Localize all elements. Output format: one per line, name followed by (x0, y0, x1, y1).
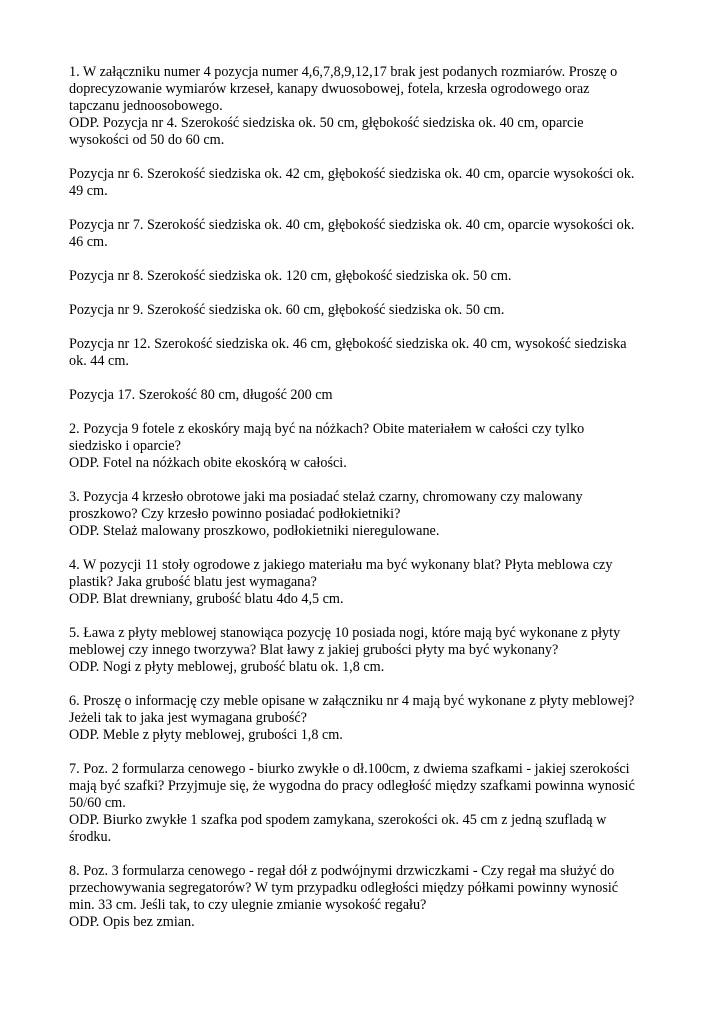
text-line: ok. 44 cm. (69, 353, 129, 369)
paragraph (69, 217, 659, 251)
text-line: 46 cm. (69, 234, 108, 250)
text-line: środku. (69, 829, 112, 845)
text-line: ODP. Pozycja nr 4. Szerokość siedziska ok. 50 cm, głębokość siedziska ok. 40 cm, oparcie (69, 115, 584, 131)
text-line: ODP. Opis bez zmian. (69, 914, 195, 930)
paragraph (69, 625, 659, 676)
paragraph (69, 336, 659, 370)
text-line: 6. Proszę o informację czy meble opisane w załączniku nr 4 mają być wykonane z płyty meblowej? (69, 693, 635, 709)
text-line: doprecyzowanie wymiarów krzeseł, kanapy dwuosobowej, fotela, krzesła ogrodowego oraz (69, 81, 590, 97)
paragraph (69, 64, 659, 149)
text-line: Pozycja nr 8. Szerokość siedziska ok. 120 cm, głębokość siedziska ok. 50 cm. (69, 268, 512, 284)
paragraph (69, 693, 659, 744)
text-line: 5. Ława z płyty meblowej stanowiąca pozycję 10 posiada nogi, które mają być wykonane z płyty (69, 625, 621, 641)
text-line: siedzisko i oparcie? (69, 438, 181, 454)
text-line: tapczanu jednoosobowego. (69, 98, 223, 114)
text-line: 7. Poz. 2 formularza cenowego - biurko zwykłe o dł.100cm, z dwiema szafkami - jakiej szerokości (69, 761, 630, 777)
text-line: ODP. Stelaż malowany proszkowo, podłokietniki nieregulowane. (69, 523, 440, 539)
text-line: Pozycja nr 6. Szerokość siedziska ok. 42 cm, głębokość siedziska ok. 40 cm, oparcie wysokości ok. (69, 166, 635, 182)
text-line: 3. Pozycja 4 krzesło obrotowe jaki ma posiadać stelaż czarny, chromowany czy malowany (69, 489, 583, 505)
paragraph (69, 387, 659, 404)
text-line: mają być szafki? Przyjmuje się, że wygodna do pracy odległość między szafkami powinna wynosić (69, 778, 635, 794)
paragraph (69, 268, 659, 285)
text-line: ODP. Blat drewniany, grubość blatu 4do 4,5 cm. (69, 591, 344, 607)
text-line: proszkowo? Czy krzesło powinno posiadać podłokietniki? (69, 506, 401, 522)
paragraph (69, 421, 659, 472)
paragraph (69, 761, 659, 846)
text-line: 50/60 cm. (69, 795, 126, 811)
text-line: 4. W pozycji 11 stoły ogrodowe z jakiego materiału ma być wykonany blat? Płyta meblowa czy (69, 557, 613, 573)
text-line: ODP. Fotel na nóżkach obite ekoskórą w całości. (69, 455, 347, 471)
text-line: min. 33 cm. Jeśli tak, to czy ulegnie zmianie wysokość regału? (69, 897, 427, 913)
text-line: meblowej czy innego tworzywa? Blat ławy z jakiej grubości płyty ma być wykonany? (69, 642, 559, 658)
text-line: 2. Pozycja 9 fotele z ekoskóry mają być na nóżkach? Obite materiałem w całości czy tylko (69, 421, 585, 437)
text-line: ODP. Meble z płyty meblowej, grubości 1,8 cm. (69, 727, 343, 743)
text-line: Pozycja nr 12. Szerokość siedziska ok. 46 cm, głębokość siedziska ok. 40 cm, wysokość siedziska (69, 336, 627, 352)
paragraph (69, 557, 659, 608)
text-line: Jeżeli tak to jaka jest wymagana grubość? (69, 710, 307, 726)
text-line: Pozycja 17. Szerokość 80 cm, długość 200 cm (69, 387, 333, 403)
text-line: plastik? Jaka grubość blatu jest wymagana? (69, 574, 317, 590)
paragraph (69, 302, 659, 319)
text-line: 8. Poz. 3 formularza cenowego - regał dół z podwójnymi drzwiczkami - Czy regał ma służyć do (69, 863, 615, 879)
paragraph (69, 166, 659, 200)
text-line: 49 cm. (69, 183, 108, 199)
text-line: ODP. Nogi z płyty meblowej, grubość blatu ok. 1,8 cm. (69, 659, 385, 675)
text-line: przechowywania segregatorów? W tym przypadku odległości między półkami powinny wynosić (69, 880, 619, 896)
text-line: ODP. Biurko zwykłe 1 szafka pod spodem zamykana, szerokości ok. 45 cm z jedną szufladą w (69, 812, 607, 828)
paragraph (69, 489, 659, 540)
document-page (69, 64, 659, 948)
text-line: 1. W załączniku numer 4 pozycja numer 4,6,7,8,9,12,17 brak jest podanych rozmiarów. Proszę o (69, 64, 618, 80)
text-line: wysokości od 50 do 60 cm. (69, 132, 225, 148)
paragraph (69, 863, 659, 931)
text-line: Pozycja nr 9. Szerokość siedziska ok. 60 cm, głębokość siedziska ok. 50 cm. (69, 302, 505, 318)
text-line: Pozycja nr 7. Szerokość siedziska ok. 40 cm, głębokość siedziska ok. 40 cm, oparcie wysokości ok. (69, 217, 635, 233)
